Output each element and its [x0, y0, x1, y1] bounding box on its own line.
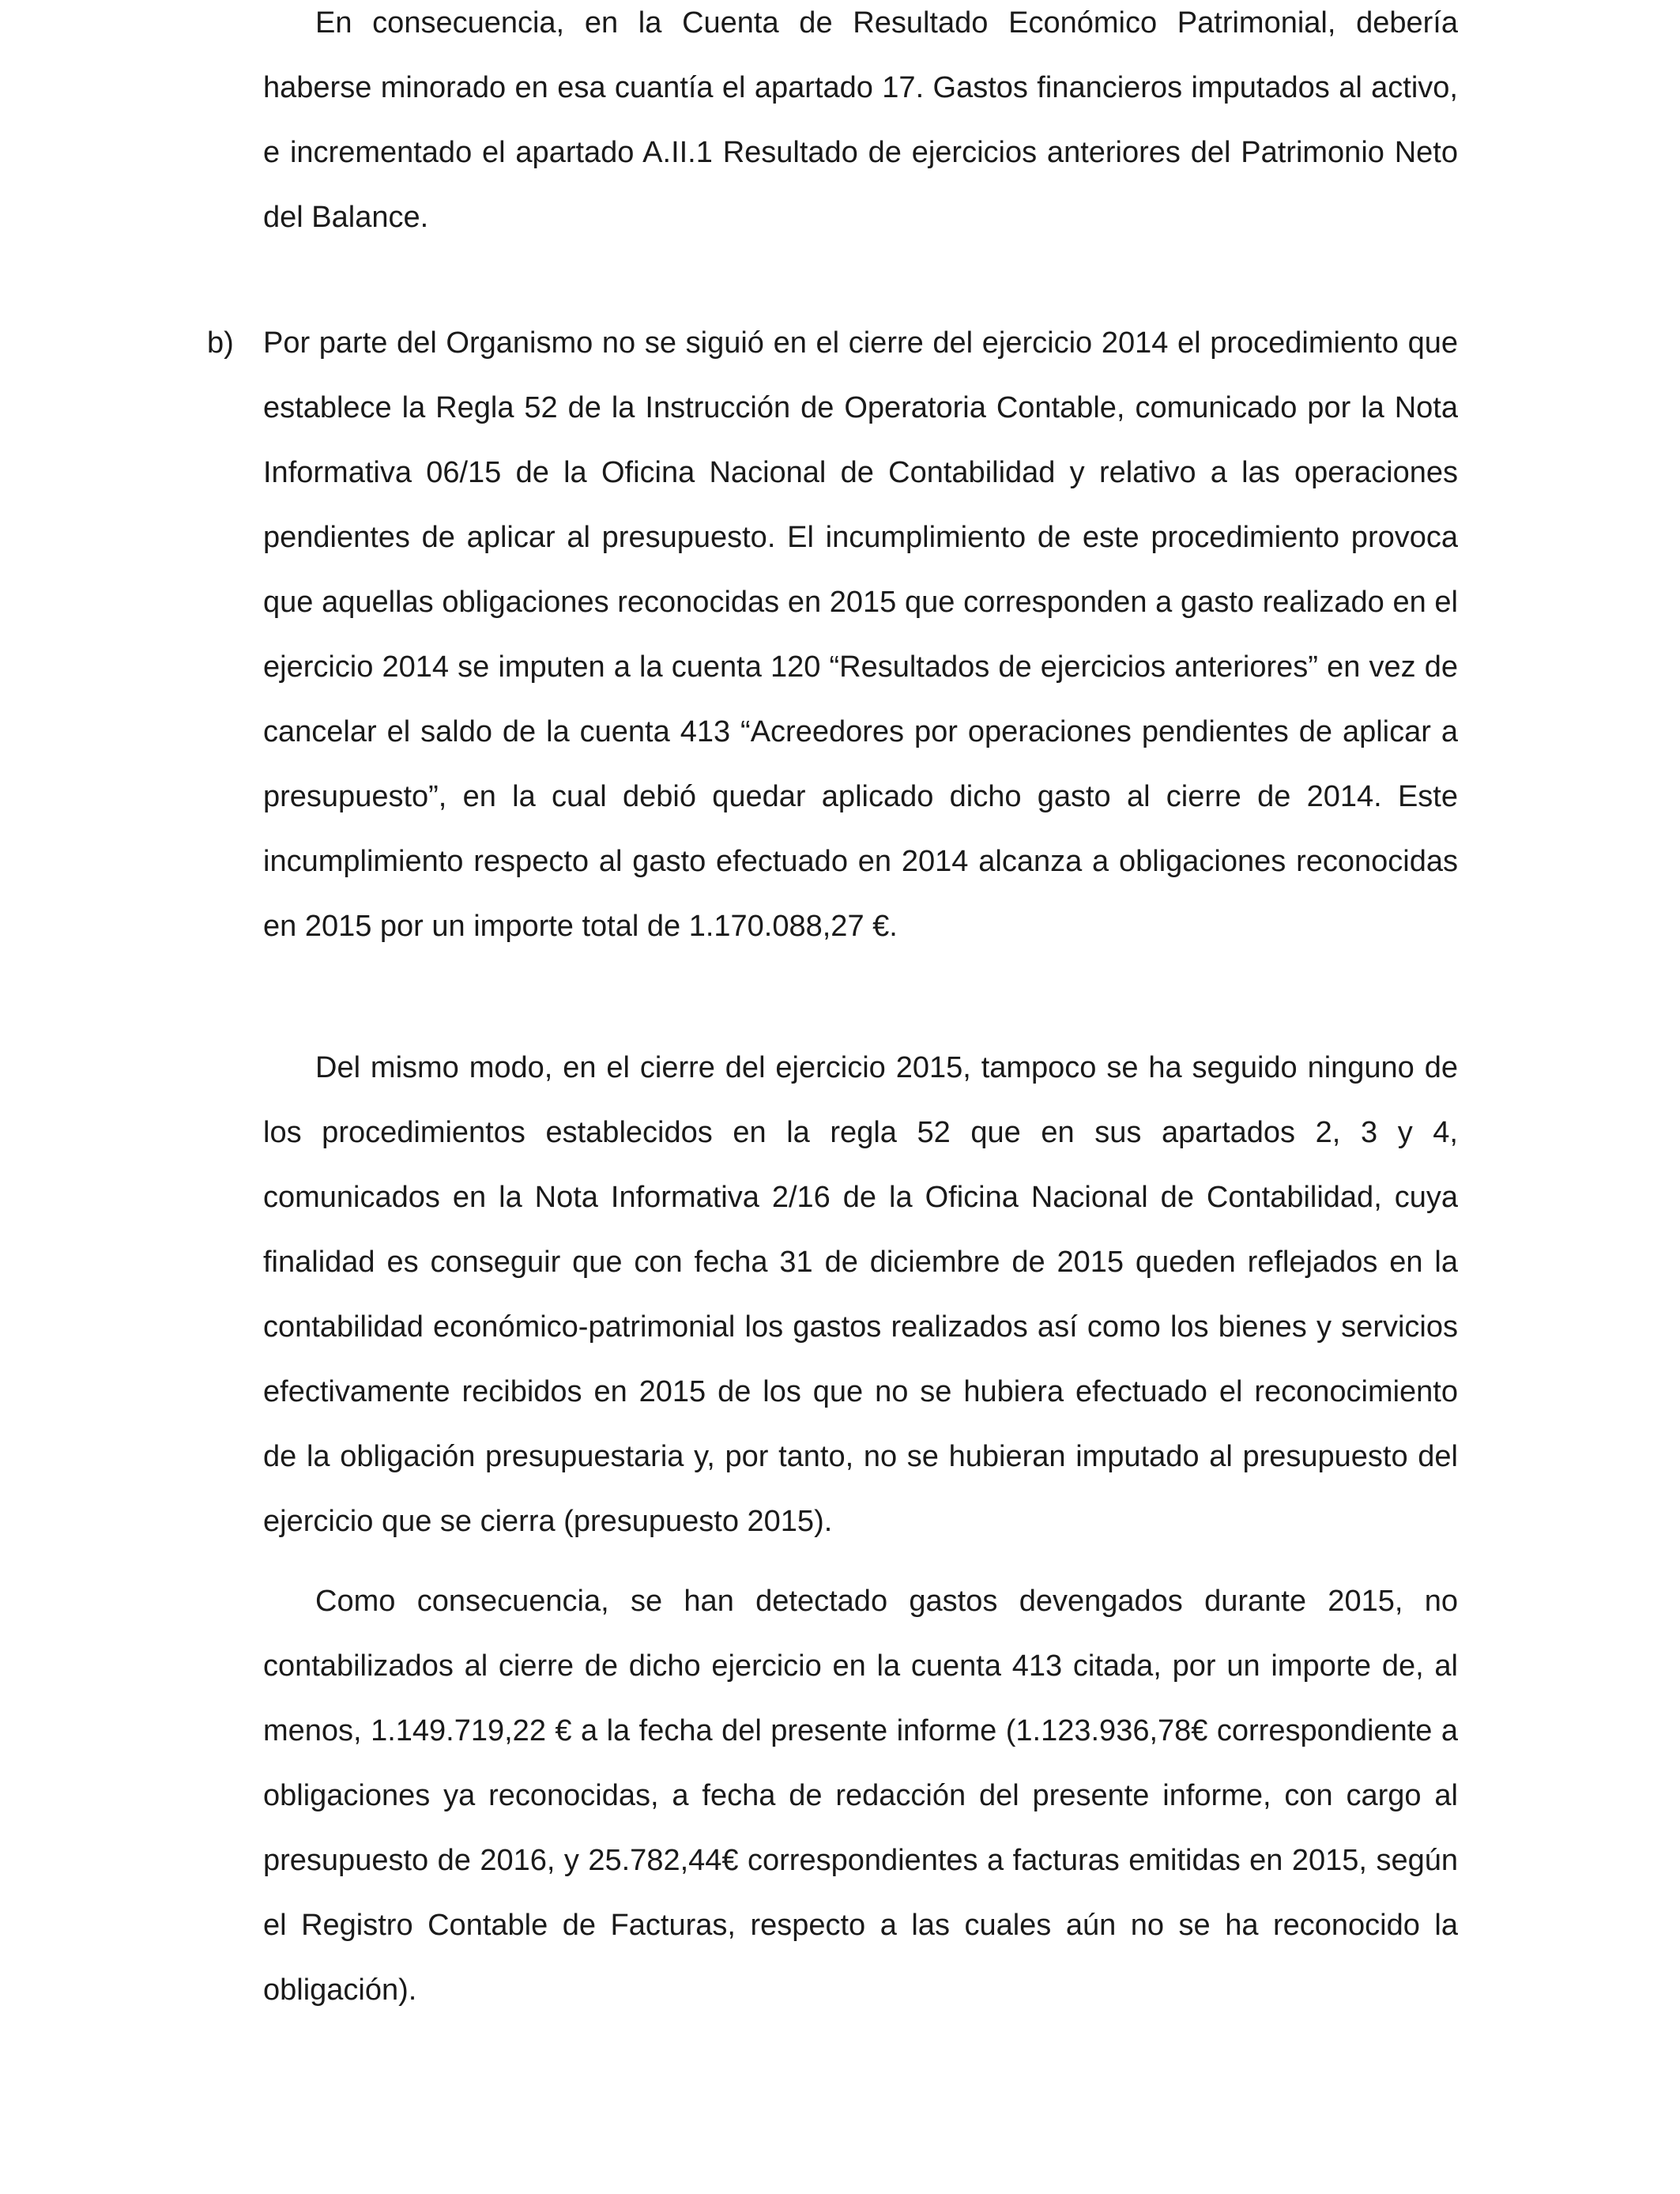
list-marker-b: b) [207, 326, 234, 360]
paragraph-intro: En consecuencia, en la Cuenta de Resultado Económico Patrimonial, debería haberse minorado en esa cuantía el apartado 17. Gastos financieros imputados al activo, e incrementado el apartado A.II.1 Resultado de ejercicios anteriores del Patrimonio Neto del Balance. [263, 6, 1458, 234]
paragraph-same-way: Del mismo modo, en el cierre del ejercicio 2015, tampoco se ha seguido ninguno de los procedimientos establecidos en la regla 52 que en sus apartados 2, 3 y 4, comunicados en la Nota Informativa 2/16 de la Oficina Nacional de Contabilidad, cuya finalidad es conseguir que con fecha 31 de diciembre de 2015 queden reflejados en la contabilidad económico-patrimonial los gastos realizados así como los bienes y servicios efectivamente recibidos en 2015 de los que no se hubiera efectuado el reconocimiento de la obligación presupuestaria y, por tanto, no se hubieran imputado al presupuesto del ejercicio que se cierra (presupuesto 2015). [263, 1051, 1458, 1538]
list-item-b-text: Por parte del Organismo no se siguió en el cierre del ejercicio 2014 el procedimiento que establece la Regla 52 de la Instrucción de Operatoria Contable, comunicado por la Nota Informativa 06/15 de la Oficina Nacional de Contabilidad y relativo a las operaciones pendientes de aplicar al presupuesto. El incumplimiento de este procedimiento provoca que aquellas obligaciones reconocidas en 2015 que corresponden a gasto realizado en el ejercicio 2014 se imputen a la cuenta 120 “Resultados de ejercicios anteriores” en vez de cancelar el saldo de la cuenta 413 “Acreedores por operaciones pendientes de aplicar a presupuesto”, en la cual debió quedar aplicado dicho gasto al cierre de 2014. Este incumplimiento respecto al gasto efectuado en 2014 alcanza a obligaciones reconocidas en 2015 por un importe total de 1.170.088,27 €. [263, 326, 1458, 943]
paragraph-consequence: Como consecuencia, se han detectado gastos devengados durante 2015, no contabilizados al cierre de dicho ejercicio en la cuenta 413 citada, por un importe de, al menos, 1.149.719,22 € a la fecha del presente informe (1.123.936,78€ correspondiente a obligaciones ya reconocidas, a fecha de redacción del presente informe, con cargo al presupuesto de 2016, y 25.782,44€ correspondientes a facturas emitidas en 2015, según el Registro Contable de Facturas, respecto a las cuales aún no se ha reconocido la obligación). [263, 1585, 1458, 2007]
